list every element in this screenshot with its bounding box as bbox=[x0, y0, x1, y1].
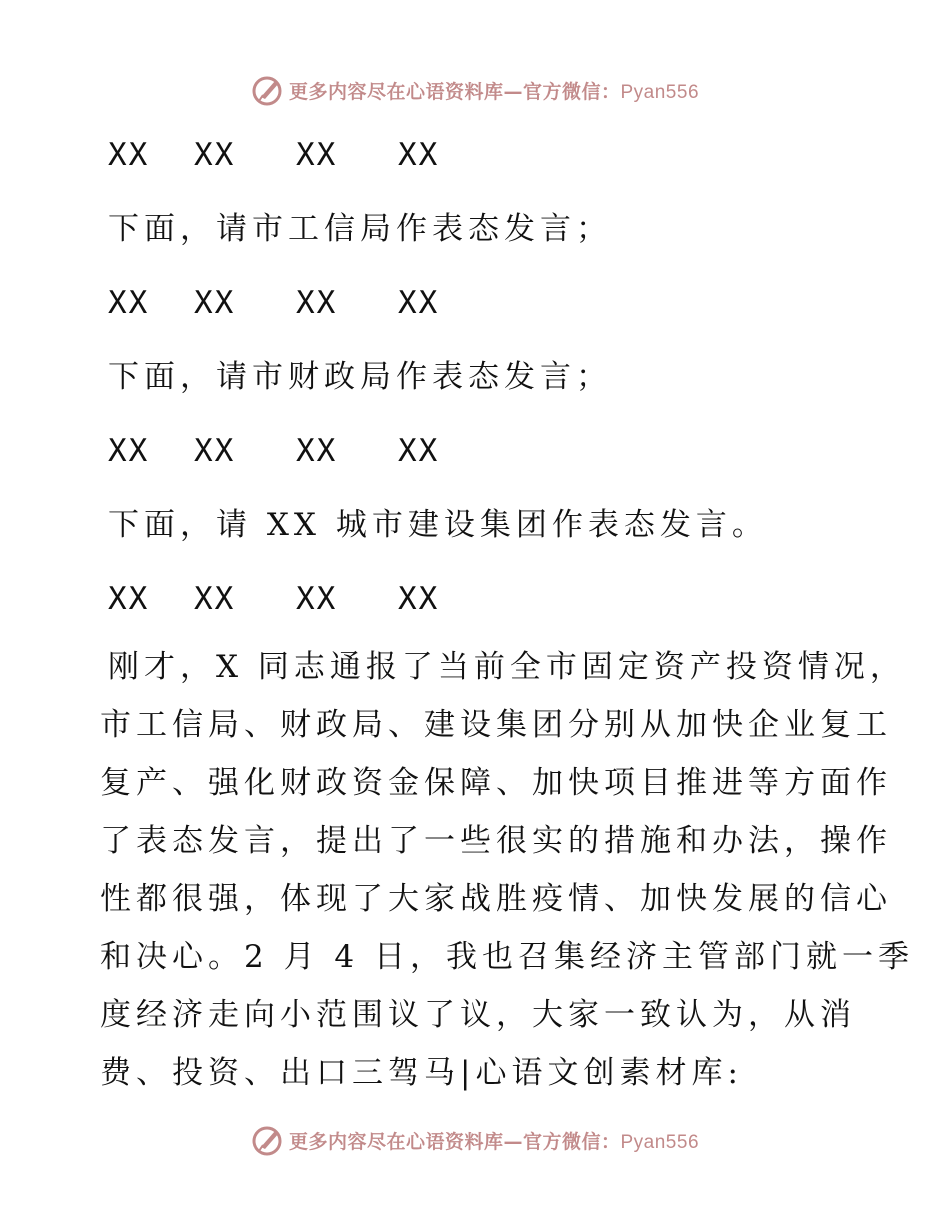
watermark-text: 更多内容尽在心语资料库—官方微信：Pyan556 bbox=[288, 1130, 700, 1153]
summary-paragraph bbox=[100, 638, 915, 1102]
xx-cell: XX bbox=[296, 285, 338, 321]
paragraph-line: 了表态发言，提出了一些很实的措施和办法，操作 bbox=[100, 823, 892, 859]
xx-cell: XX bbox=[108, 137, 150, 173]
xx-cell: XX bbox=[194, 137, 236, 173]
speech-intro-line: 下面，请市工信局作表态发言； bbox=[108, 211, 612, 247]
document-body bbox=[100, 118, 915, 1102]
xx-placeholder-row bbox=[100, 562, 860, 636]
xx-cell: XX bbox=[194, 433, 236, 469]
paragraph-line: 和决心。2 月 4 日，我也召集经济主管部门就一季 bbox=[100, 939, 915, 975]
paragraph-line: 复产、强化财政资金保障、加快项目推进等方面作 bbox=[100, 765, 892, 801]
footer-watermark bbox=[0, 1120, 950, 1160]
xx-placeholder-row bbox=[100, 266, 860, 340]
paragraph-line: 性都很强，体现了大家战胜疫情、加快发展的信心 bbox=[100, 881, 892, 917]
xx-placeholder-row bbox=[100, 414, 860, 488]
xx-cell: XX bbox=[194, 285, 236, 321]
xx-cell: XX bbox=[108, 285, 150, 321]
xx-cell: XX bbox=[398, 581, 440, 617]
header-watermark bbox=[0, 70, 950, 110]
xx-cell: XX bbox=[194, 581, 236, 617]
xx-cell: XX bbox=[398, 137, 440, 173]
speech-intro-line: 下面，请市财政局作表态发言； bbox=[108, 359, 612, 395]
paragraph-line: 度经济走向小范围议了议，大家一致认为，从消 bbox=[100, 997, 856, 1033]
xx-placeholder-row bbox=[100, 118, 860, 192]
paragraph-line: 刚才，X 同志通报了当前全市固定资产投资情况， bbox=[108, 649, 906, 685]
watermark-text: 更多内容尽在心语资料库—官方微信：Pyan556 bbox=[288, 80, 700, 103]
paragraph-line: 市工信局、财政局、建设集团分别从加快企业复工 bbox=[100, 707, 892, 743]
xx-cell: XX bbox=[296, 433, 338, 469]
quill-pen-seal-icon bbox=[251, 1123, 285, 1157]
xx-cell: XX bbox=[108, 581, 150, 617]
xx-cell: XX bbox=[108, 433, 150, 469]
paragraph-line: 费、投资、出口三驾马|心语文创素材库: bbox=[100, 1055, 743, 1091]
xx-cell: XX bbox=[296, 137, 338, 173]
xx-cell: XX bbox=[296, 581, 338, 617]
quill-pen-seal-icon bbox=[251, 73, 285, 107]
xx-cell: XX bbox=[398, 433, 440, 469]
xx-cell: XX bbox=[398, 285, 440, 321]
speech-intro-line: 下面，请 XX 城市建设集团作表态发言。 bbox=[108, 507, 768, 543]
